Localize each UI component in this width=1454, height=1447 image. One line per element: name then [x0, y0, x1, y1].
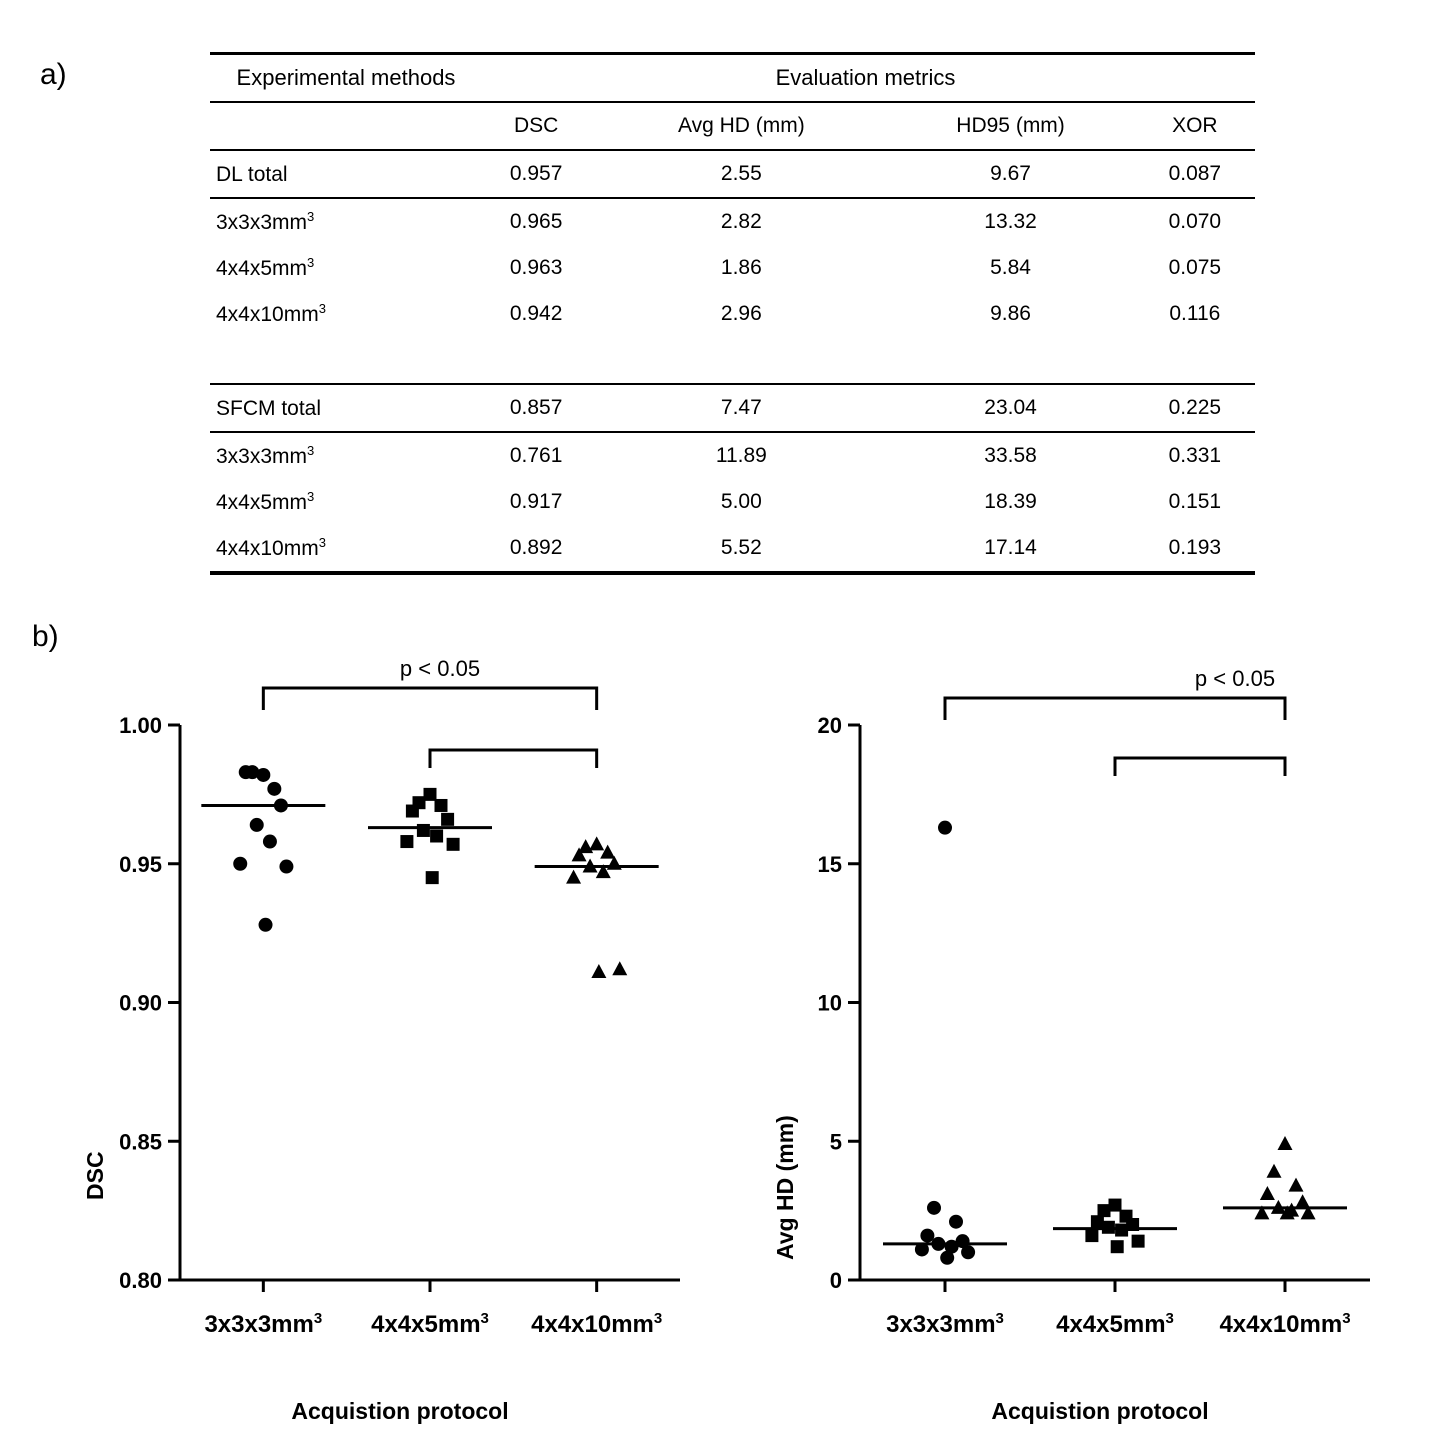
- cell-dsc: 0.942: [509, 302, 563, 325]
- table-row: [210, 291, 1255, 337]
- dsc-plot-svg: [60, 640, 710, 1430]
- cell-hd95: 9.86: [990, 302, 1031, 325]
- cell-xor: 0.151: [1168, 490, 1222, 513]
- cell-xor: 0.087: [1135, 150, 1255, 198]
- x-category-label: $4x4x5mm^3$: [371, 1310, 489, 1338]
- data-point-marker: [949, 1215, 963, 1229]
- data-point-marker: [1267, 1164, 1282, 1178]
- row-label-text: DL total: [216, 163, 288, 186]
- row-label: [210, 432, 476, 479]
- row-label-text: 4x4x10mm: [216, 303, 319, 326]
- data-point-marker: [441, 813, 454, 826]
- row-label-sup: 3: [318, 301, 326, 316]
- row-label-text: 3x3x3mm: [216, 211, 308, 234]
- data-point-marker: [279, 860, 293, 874]
- y-tick-label: 20: [817, 713, 842, 738]
- y-tick-label: 5: [829, 1129, 842, 1155]
- row-label: [210, 384, 476, 432]
- y-tick-label: 0.80: [119, 1268, 162, 1293]
- dsc-x-axis-title: Acquistion protocol: [291, 1398, 509, 1424]
- cell-avghd: 1.86: [720, 256, 762, 279]
- data-point-marker: [940, 1251, 954, 1265]
- panel-b-label: b): [32, 620, 59, 653]
- data-point-marker: [417, 824, 430, 837]
- row-label: [210, 198, 476, 245]
- cell-hd95: 33.58: [886, 432, 1134, 479]
- cell-dsc: 0.963: [509, 256, 563, 279]
- cell-avghd: 11.89: [596, 432, 886, 479]
- column-header-avghd: Avg HD (mm): [596, 102, 886, 150]
- y-tick-label: 0.85: [119, 1129, 162, 1155]
- column-header-xor: XOR: [1135, 102, 1255, 150]
- y-tick-label: 15: [817, 851, 842, 877]
- data-point-marker: [267, 782, 281, 796]
- row-label-sup: 3: [318, 535, 326, 550]
- table-group-header-row: [210, 54, 1255, 103]
- cell-avghd: 2.96: [720, 302, 762, 325]
- row-label-sup: 3: [307, 209, 315, 224]
- data-point-marker: [259, 918, 273, 932]
- table-row: [210, 245, 1255, 291]
- data-point-marker: [591, 964, 606, 978]
- significance-label: p < 0.05: [399, 656, 481, 681]
- data-point-marker: [1278, 1136, 1293, 1150]
- cell-dsc: 0.957: [476, 150, 596, 198]
- column-header-dsc: DSC: [476, 102, 596, 150]
- table-section-spacer: [210, 337, 1255, 384]
- data-point-marker: [435, 799, 448, 812]
- row-label: [210, 245, 476, 291]
- significance-bracket: [263, 688, 596, 710]
- table-row: [210, 432, 1255, 479]
- cell-avghd: 2.55: [596, 150, 886, 198]
- cell-dsc: 0.761: [476, 432, 596, 479]
- dsc-scatter-plot: [60, 640, 710, 1430]
- cell-avghd: 5.52: [596, 525, 886, 573]
- cell-dsc: 0.892: [476, 525, 596, 573]
- data-point-marker: [1085, 1229, 1098, 1242]
- cell-dsc: 0.917: [509, 490, 563, 513]
- cell-dsc: 0.857: [509, 396, 563, 419]
- data-point-marker: [406, 805, 419, 818]
- results-table-container: [210, 52, 1255, 575]
- row-label: [210, 525, 476, 573]
- row-label: [210, 150, 476, 198]
- row-label-text: 4x4x5mm: [216, 491, 308, 514]
- table-column-header-row: [210, 102, 1255, 150]
- data-point-marker: [239, 765, 253, 779]
- data-point-marker: [400, 835, 413, 848]
- row-label-text: 4x4x5mm: [216, 257, 308, 280]
- dsc-y-axis-title: DSC: [82, 1151, 108, 1200]
- x-category-label: $3x3x3mm^3$: [886, 1310, 1004, 1338]
- column-header-hd95: HD95 (mm): [886, 102, 1134, 150]
- significance-label: p < 0.05: [1194, 666, 1276, 691]
- cell-hd95: 5.84: [990, 256, 1031, 279]
- cell-xor: 0.225: [1168, 396, 1222, 419]
- row-label-sup: 3: [307, 255, 315, 270]
- avghd-plot-svg: [750, 640, 1410, 1430]
- data-point-marker: [600, 845, 615, 859]
- data-point-marker: [1111, 1240, 1124, 1253]
- data-point-marker: [447, 838, 460, 851]
- cell-hd95: 13.32: [886, 198, 1134, 245]
- data-point-marker: [250, 818, 264, 832]
- data-point-marker: [1260, 1186, 1275, 1200]
- column-header-blank: [210, 102, 476, 150]
- data-point-marker: [927, 1201, 941, 1215]
- avghd-y-axis-title: Avg HD (mm): [772, 1115, 798, 1260]
- data-point-marker: [1098, 1204, 1111, 1217]
- row-label-sup: 3: [307, 443, 315, 458]
- y-tick-label: 0: [829, 1268, 842, 1293]
- x-category-label: $3x3x3mm^3$: [204, 1310, 323, 1338]
- row-label-text: 4x4x10mm: [216, 537, 319, 560]
- data-point-marker: [1289, 1178, 1304, 1192]
- panel-a-label: a): [40, 58, 67, 91]
- group-header-methods: Experimental methods: [210, 54, 476, 103]
- significance-bracket: [1115, 758, 1285, 776]
- table-row: [210, 198, 1255, 245]
- cell-dsc: 0.965: [476, 198, 596, 245]
- cell-xor: 0.075: [1168, 256, 1222, 279]
- cell-xor: 0.193: [1135, 525, 1255, 573]
- x-category-label: $4x4x10mm^3$: [1219, 1310, 1351, 1338]
- table-row: [210, 479, 1255, 525]
- table-body: [210, 150, 1255, 573]
- cell-hd95: 9.67: [886, 150, 1134, 198]
- data-point-marker: [938, 821, 952, 835]
- significance-bracket: [945, 698, 1285, 720]
- row-label-sup: 3: [307, 489, 315, 504]
- row-label-text: 3x3x3mm: [216, 445, 308, 468]
- data-point-marker: [233, 857, 247, 871]
- y-tick-label: 0.95: [119, 851, 162, 877]
- table-row: [210, 150, 1255, 198]
- x-category-label: $4x4x10mm^3$: [531, 1310, 663, 1338]
- cell-avghd: 5.00: [720, 490, 762, 513]
- cell-hd95: 18.39: [984, 490, 1037, 513]
- avghd-x-axis-title: Acquistion protocol: [991, 1398, 1209, 1424]
- data-point-marker: [612, 961, 627, 975]
- cell-avghd: 7.47: [720, 396, 762, 419]
- data-point-marker: [1132, 1235, 1145, 1248]
- cell-xor: 0.070: [1135, 198, 1255, 245]
- results-table: [210, 52, 1255, 575]
- y-tick-label: 0.90: [119, 990, 162, 1016]
- y-tick-label: 10: [817, 990, 842, 1016]
- data-point-marker: [589, 836, 604, 850]
- avghd-scatter-plot: [750, 640, 1410, 1430]
- cell-xor: 0.116: [1169, 302, 1221, 325]
- cell-avghd: 2.82: [596, 198, 886, 245]
- row-label: [210, 291, 476, 337]
- table-row: [210, 384, 1255, 432]
- cell-xor: 0.331: [1135, 432, 1255, 479]
- cell-hd95: 17.14: [886, 525, 1134, 573]
- data-point-marker: [961, 1245, 975, 1259]
- group-header-metrics: Evaluation metrics: [476, 54, 1255, 103]
- x-category-label: $4x4x5mm^3$: [1056, 1310, 1174, 1338]
- data-point-marker: [426, 871, 439, 884]
- data-point-marker: [566, 870, 581, 884]
- row-label: [210, 479, 476, 525]
- row-label-text: SFCM total: [216, 397, 322, 420]
- data-point-marker: [430, 830, 443, 843]
- data-point-marker: [263, 835, 277, 849]
- cell-hd95: 23.04: [984, 396, 1037, 419]
- table-row: [210, 525, 1255, 573]
- y-tick-label: 1.00: [119, 713, 162, 738]
- significance-bracket: [430, 750, 597, 768]
